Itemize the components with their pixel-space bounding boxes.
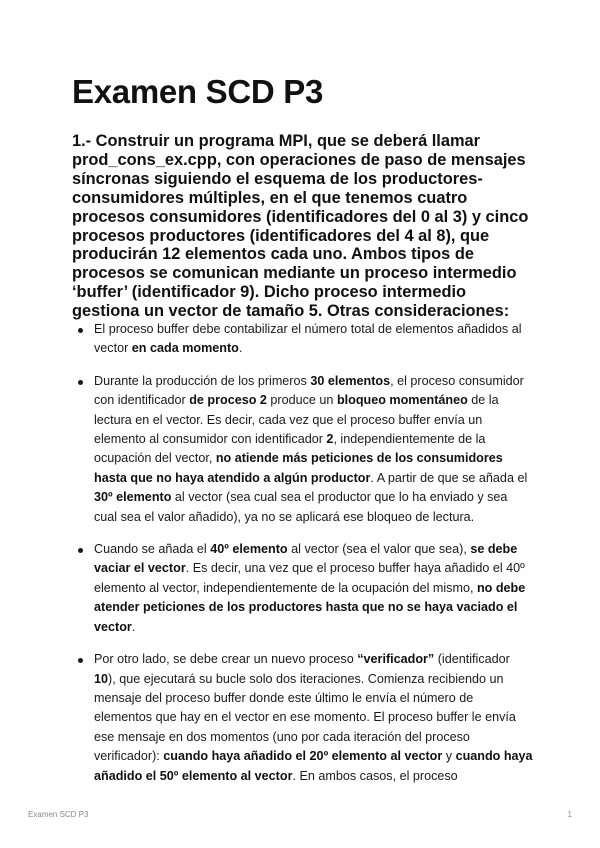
item-text: al vector (sea cual sea el productor que lo ha enviado y sea cual sea el valor añadido), ya no se aplicará ese bloqueo de lectura. [94,490,508,524]
item-text: El proceso buffer debe contabilizar el número total de elementos añadidos al vector [94,322,522,356]
item-emphasis: de proceso 2 [189,393,267,408]
item-text: produce un [266,393,337,408]
item-emphasis: 30 elementos [310,373,391,388]
item-text: Cuando se añada el [94,542,211,557]
item-emphasis: en cada momento [131,341,239,356]
item-emphasis: 10 [94,671,109,686]
footer-document-title: Examen SCD P3 [28,810,89,819]
considerations-list [72,320,534,799]
item-emphasis: 30º elemento [94,490,172,505]
item-emphasis: cuando haya añadido el 50º elemento al vector [94,749,533,783]
bullet-dot-icon [78,328,83,333]
item-text: Durante la producción de los primeros [94,373,311,388]
item-emphasis: se debe vaciar el vector [94,542,518,576]
item-emphasis: “verificador” [357,652,435,667]
item-text: al vector (sea el valor que sea), [287,542,471,557]
item-text: , independientemente de la ocupación del vector, [94,432,486,466]
item-text: y [442,749,456,764]
item-emphasis: bloqueo momentáneo [336,393,468,408]
item-text: de la lectura en el vector. Es decir, cada vez que el proceso buffer envía un elemento al consumidor con identificador [94,393,499,447]
item-text: (identificador [434,652,510,667]
item-emphasis: no debe atender peticiones de los productores hasta que no se haya vaciado el vector [94,580,526,634]
footer-page-number: 1 [567,810,572,819]
item-emphasis: 40º elemento [210,542,288,557]
list-item [72,540,534,637]
item-text: Por otro lado, se debe crear un nuevo proceso [94,652,358,667]
item-text: . [131,619,136,634]
list-item [72,320,534,359]
item-emphasis: 2 [326,432,334,447]
list-item [72,650,534,786]
bullet-dot-icon [78,658,83,663]
item-text: . Es decir, una vez que el proceso buffer haya añadido el 40º elemento al vector, independientemente de la ocupación del mismo, [94,561,525,595]
item-text: . [238,341,243,356]
bullet-dot-icon [78,380,83,385]
document-title: Examen SCD P3 [72,73,324,110]
list-item [72,372,534,527]
item-text: . En ambos casos, el proceso [292,768,458,783]
item-emphasis: no atiende más peticiones de los consumidores hasta que no haya atendido a algún productor [94,451,503,485]
item-text: , el proceso consumidor con identificador [94,373,524,408]
item-text: ), que ejecutará su bucle solo dos iteraciones. Comienza recibiendo un mensaje del proceso buffer donde este último le envía el número de elementos que hay en el vector en ese momento. El proceso buffer le envía ese mensaje en dos momentos (uno por cada iteración del proceso verificador): [94,671,516,764]
item-emphasis: cuando haya añadido el 20º elemento al vector [163,749,443,764]
exercise-statement: 1.- Construir un programa MPI, que se deberá llamar prod_cons_ex.cpp, con operaciones de paso de mensajes síncronas siguiendo el esquema de los productores-consumidores múltiples, en el que tenemos cuatro procesos consumidores (identificadores del 0 al 3) y cinco procesos productores (identificadores del 4 al 8), que producirán 12 elementos cada uno. Ambos tipos de procesos se comunican mediante un proceso intermedio ‘buffer’ (identificador 9). Dicho proceso intermedio gestiona un vector de tamaño 5. Otras consideraciones: [72,132,529,321]
item-text: . A partir de que se añada el [370,470,528,485]
bullet-dot-icon [78,548,83,553]
